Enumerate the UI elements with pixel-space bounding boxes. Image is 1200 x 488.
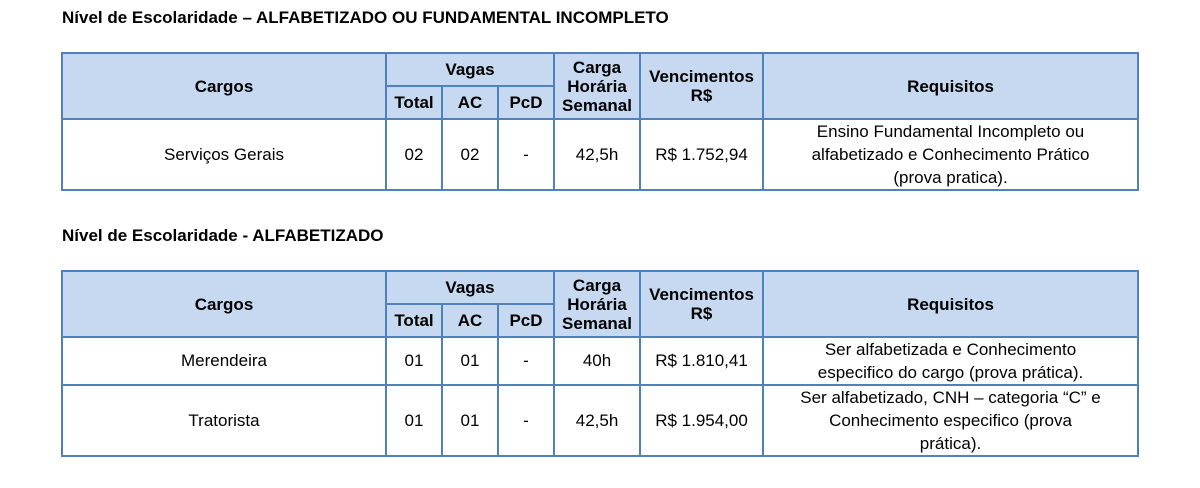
req-line: prática). <box>919 434 982 453</box>
table-row <box>62 337 1138 385</box>
header-venc-line: Vencimentos <box>649 285 754 304</box>
cell-total: 02 <box>386 119 442 190</box>
section-title: Nível de Escolaridade - ALFABETIZADO <box>62 226 384 245</box>
cell-requisitos <box>763 337 1138 385</box>
header-ac: AC <box>442 86 498 119</box>
req-line: especifico do cargo (prova prática). <box>817 363 1084 382</box>
header-pcd: PcD <box>498 304 554 337</box>
req-line: (prova pratica). <box>893 168 1008 187</box>
header-venc-line: R$ <box>690 304 713 323</box>
cell-ac: 01 <box>442 385 498 456</box>
header-venc-line: Vencimentos <box>649 67 754 86</box>
table-row <box>62 385 1138 456</box>
table-row <box>62 119 1138 190</box>
header-cargos: Cargos <box>62 53 386 119</box>
cell-carga: 42,5h <box>554 119 640 190</box>
cell-ac: 01 <box>442 337 498 385</box>
section-title: Nível de Escolaridade – ALFABETIZADO OU FUNDAMENTAL INCOMPLETO <box>62 8 669 27</box>
cell-pcd: - <box>498 119 554 190</box>
req-line: Ser alfabetizado, CNH – categoria “C” e <box>800 388 1101 407</box>
cell-requisitos <box>763 119 1138 190</box>
cell-ac: 02 <box>442 119 498 190</box>
cell-vencimento: R$ 1.810,41 <box>640 337 763 385</box>
cell-vencimento: R$ 1.954,00 <box>640 385 763 456</box>
req-line: Ser alfabetizada e Conhecimento <box>824 340 1077 359</box>
header-carga-line: Semanal <box>562 313 632 333</box>
header-carga-line: Carga <box>572 275 622 295</box>
cell-cargo: Merendeira <box>62 337 386 385</box>
cell-carga: 42,5h <box>554 385 640 456</box>
header-total: Total <box>386 304 442 337</box>
header-total: Total <box>386 86 442 119</box>
header-pcd: PcD <box>498 86 554 119</box>
header-vagas: Vagas <box>386 53 554 86</box>
vacancies-table <box>61 270 1139 457</box>
cell-pcd: - <box>498 385 554 456</box>
header-carga-line: Horária <box>567 76 627 96</box>
cell-carga: 40h <box>554 337 640 385</box>
cell-vencimento: R$ 1.752,94 <box>640 119 763 190</box>
header-requisitos: Requisitos <box>763 53 1138 119</box>
header-cargos: Cargos <box>62 271 386 337</box>
cell-total: 01 <box>386 337 442 385</box>
header-ac: AC <box>442 304 498 337</box>
header-vencimentos <box>640 271 763 337</box>
header-carga-line: Semanal <box>562 95 632 115</box>
cell-cargo: Serviços Gerais <box>62 119 386 190</box>
cell-requisitos <box>763 385 1138 456</box>
cell-total: 01 <box>386 385 442 456</box>
req-line: Conhecimento especifico (prova <box>829 411 1072 430</box>
vacancies-table <box>61 52 1139 191</box>
header-requisitos: Requisitos <box>763 271 1138 337</box>
cell-cargo: Tratorista <box>62 385 386 456</box>
header-carga-horaria <box>554 271 640 337</box>
header-venc-line: R$ <box>690 86 713 105</box>
header-vagas: Vagas <box>386 271 554 304</box>
cell-pcd: - <box>498 337 554 385</box>
header-carga-horaria <box>554 53 640 119</box>
header-carga-line: Horária <box>567 294 627 314</box>
req-line: Ensino Fundamental Incompleto ou <box>816 122 1085 141</box>
header-carga-line: Carga <box>572 57 622 77</box>
req-line: alfabetizado e Conhecimento Prático <box>811 145 1090 164</box>
header-vencimentos <box>640 53 763 119</box>
